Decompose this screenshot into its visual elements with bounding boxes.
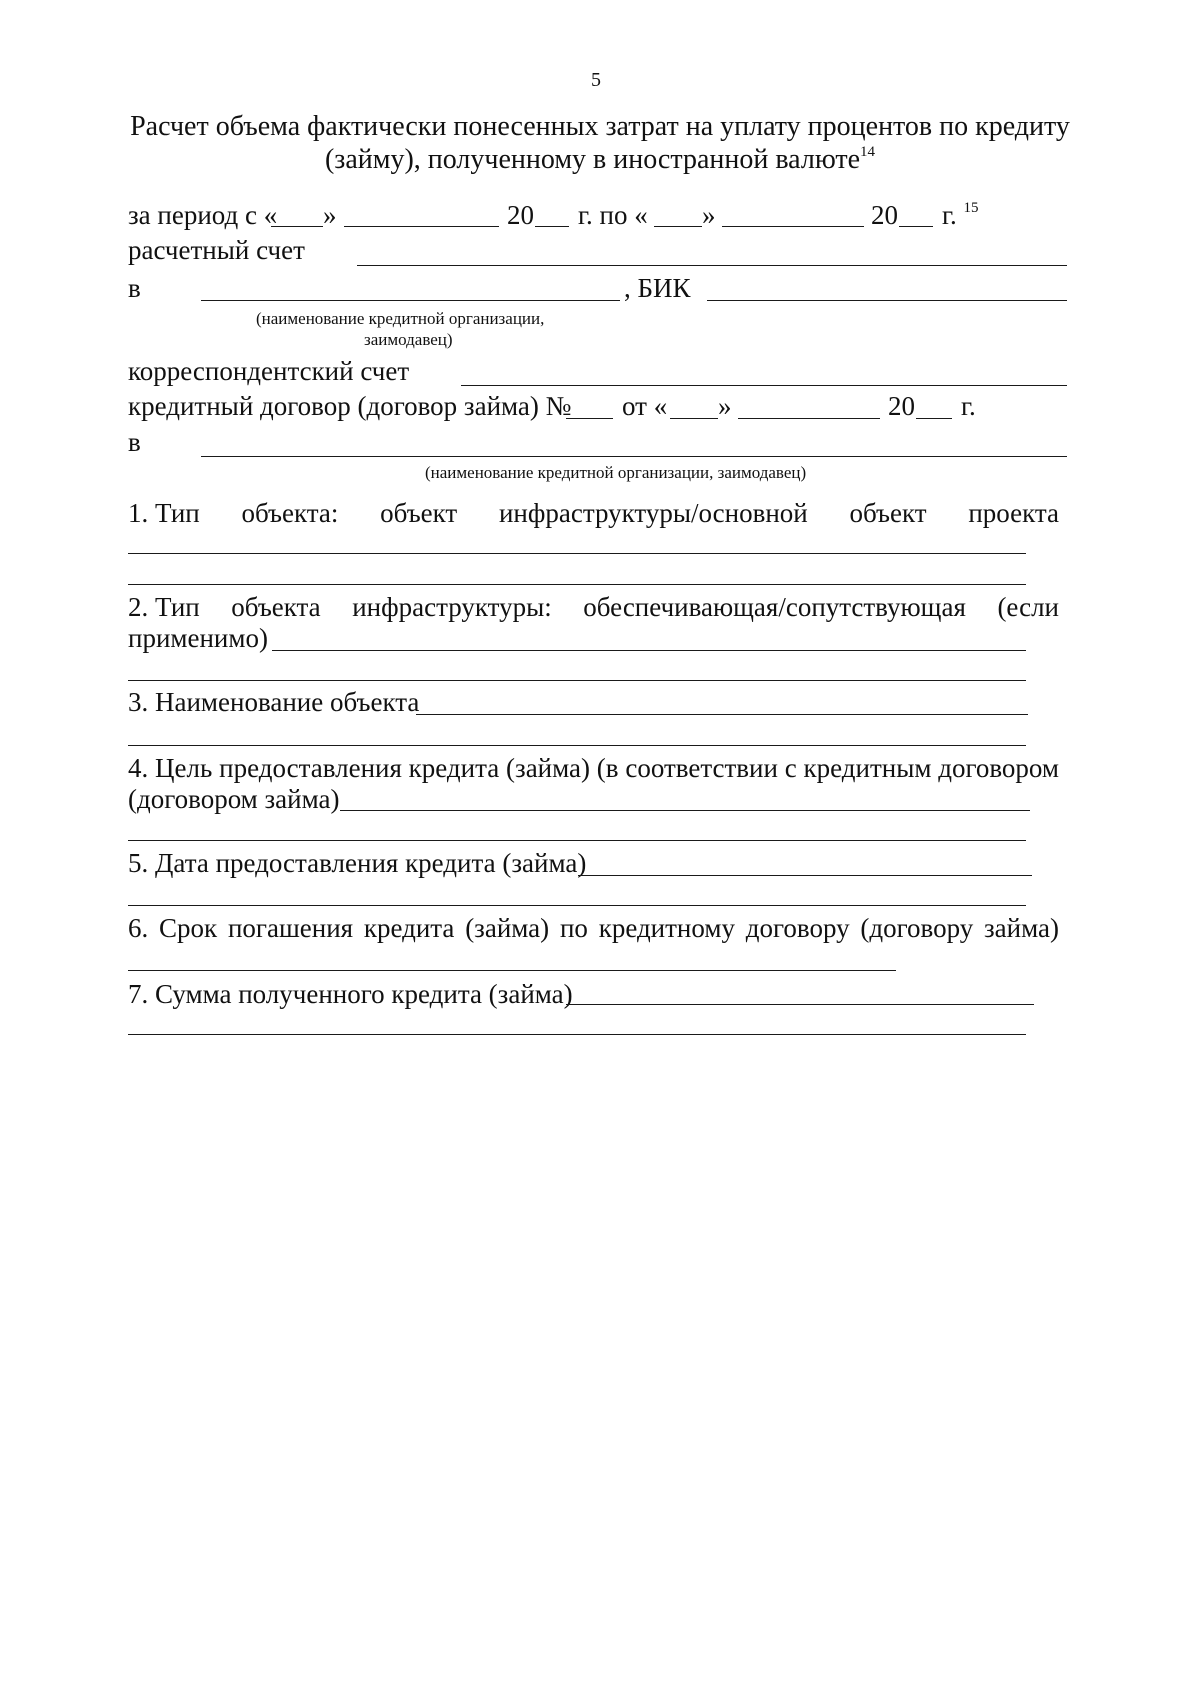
item-2-field[interactable] — [272, 650, 1026, 651]
contract-quote-close: » — [718, 391, 732, 421]
contract-number-field[interactable] — [566, 418, 613, 419]
item-1-text — [128, 497, 1059, 529]
item-4-field-extra[interactable] — [128, 840, 1026, 841]
period-quote-close-1: » — [323, 200, 337, 230]
contract-end: г. — [961, 391, 976, 421]
item-2-word: инфраструктуры: — [352, 592, 552, 622]
item-3-field-extra[interactable] — [128, 745, 1026, 746]
item-2-word: 2. Тип — [128, 592, 200, 622]
contract-year-field[interactable] — [916, 418, 952, 419]
contract-year-prefix: 20 — [888, 391, 915, 421]
item-7-field[interactable] — [566, 1004, 1034, 1005]
corr-account-field[interactable] — [461, 385, 1067, 386]
corr-account-label: корреспондентский счет — [128, 356, 410, 386]
contract-day-field[interactable] — [670, 418, 718, 419]
bank-caption: (наименование кредитной организации, — [256, 309, 545, 328]
period-end-day-field[interactable] — [654, 226, 702, 227]
item-5-field[interactable] — [578, 875, 1032, 876]
item-2-field-extra[interactable] — [128, 680, 1026, 681]
contract-from: от « — [622, 391, 668, 421]
item-1-word: инфраструктуры/основной — [498, 498, 808, 528]
item-1-word: 1. Тип — [128, 498, 200, 528]
period-year-prefix-2: 20 — [871, 200, 898, 230]
bank-name-field[interactable] — [201, 300, 620, 301]
account-field[interactable] — [357, 265, 1067, 266]
bank-caption-2: заимодавец) — [364, 330, 453, 349]
document-title-line-2 — [0, 143, 1200, 177]
item-6-text: 6. Срок погашения кредита (займа) по кредитному договору (договору займа) — [128, 913, 1059, 943]
item-2-text-line-2: применимо) — [128, 623, 268, 653]
item-4-text-line-1: 4. Цель предоставления кредита (займа) (в соответствии с кредитным договором — [128, 753, 1059, 783]
period-start-day-field[interactable] — [271, 226, 323, 227]
period-middle-text: г. по « — [578, 200, 648, 230]
document-title-line-1: Расчет объема фактически понесенных затрат на уплату процентов по кредиту — [130, 111, 1070, 142]
item-1-field[interactable] — [128, 553, 1026, 554]
period-end-label: г. — [942, 200, 957, 230]
item-5-text: 5. Дата предоставления кредита (займа) — [128, 848, 587, 878]
item-2-word: (если — [997, 592, 1059, 622]
lender-prefix: в — [128, 427, 141, 457]
bank-prefix: в — [128, 273, 141, 303]
period-end-month-field[interactable] — [722, 226, 864, 227]
item-3-text: 3. Наименование объекта — [128, 687, 420, 717]
lender-field[interactable] — [201, 456, 1067, 457]
document-title-text: (займу), полученному в иностранной валюте — [324, 144, 861, 175]
account-label: расчетный счет — [128, 235, 305, 265]
footnote-ref-15: 15 — [963, 200, 979, 216]
lender-caption: (наименование кредитной организации, заимодавец) — [425, 463, 807, 482]
period-year-prefix-1: 20 — [507, 200, 534, 230]
page-number: 5 — [591, 69, 601, 91]
period-quote-close-2: » — [702, 200, 716, 230]
period-prefix: за период с « — [128, 200, 278, 230]
item-2-word: обеспечивающая/сопутствующая — [583, 592, 966, 622]
item-7-field-extra[interactable] — [128, 1034, 1026, 1035]
item-1-field-extra[interactable] — [128, 584, 1026, 585]
item-3-field[interactable] — [416, 714, 1028, 715]
item-4-text-line-2: (договором займа) — [128, 784, 340, 814]
item-6-field[interactable] — [128, 970, 896, 971]
bik-field[interactable] — [707, 300, 1067, 301]
period-end-year-field[interactable] — [899, 226, 933, 227]
period-start-month-field[interactable] — [344, 226, 499, 227]
footnote-ref-14: 14 — [860, 144, 876, 160]
item-5-field-extra[interactable] — [128, 905, 1026, 906]
item-1-word: объект — [849, 498, 927, 528]
item-2-word: объекта — [231, 592, 321, 622]
item-4-field[interactable] — [340, 810, 1030, 811]
period-end-text — [942, 199, 979, 231]
contract-label: кредитный договор (договор займа) № — [128, 391, 572, 421]
item-1-word: объекта: — [241, 498, 339, 528]
contract-month-field[interactable] — [738, 418, 880, 419]
period-start-year-field[interactable] — [535, 226, 569, 227]
item-7-text: 7. Сумма полученного кредита (займа) — [128, 979, 573, 1009]
item-1-word: проекта — [968, 498, 1059, 528]
bik-label: , БИК — [624, 273, 691, 303]
item-1-word: объект — [380, 498, 458, 528]
item-2-text — [128, 591, 1059, 623]
